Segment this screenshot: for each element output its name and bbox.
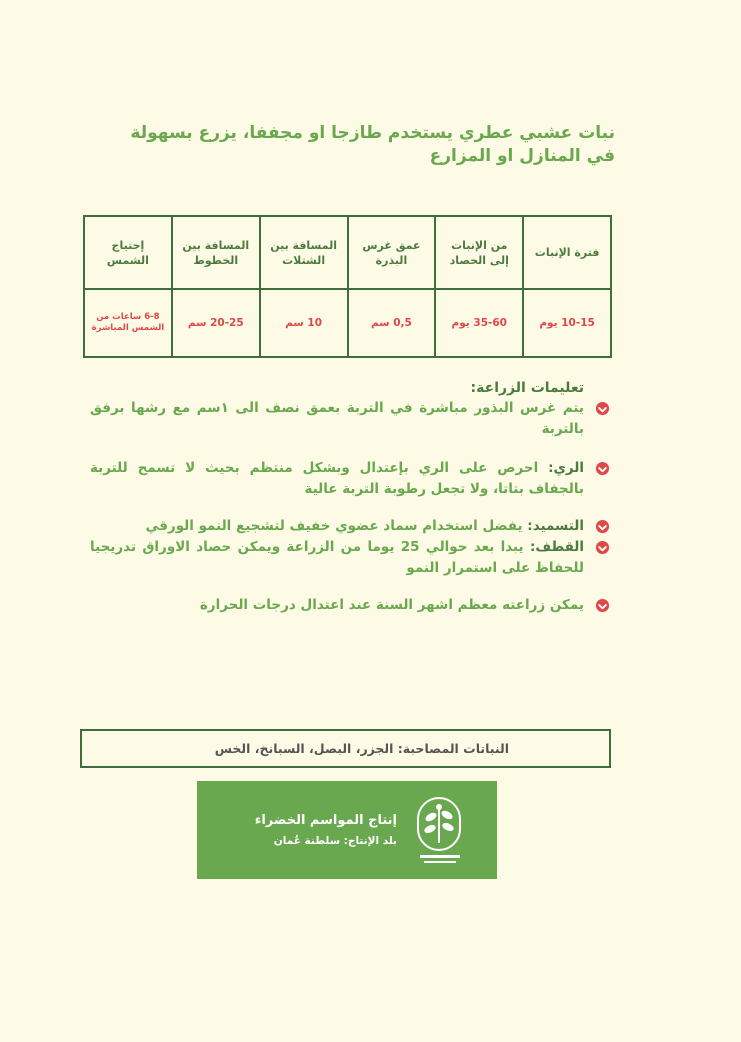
instructions-title: تعليمات الزراعة:	[470, 380, 584, 396]
producer-country: بلد الإنتاج: سلطنة عُمان	[273, 835, 397, 847]
green-seasons-logo-icon	[412, 795, 470, 867]
check-circle-icon	[595, 540, 610, 555]
intro-text	[80, 122, 615, 168]
instruction-item	[90, 537, 612, 579]
value-germination-period: 10-15 يوم	[523, 289, 611, 357]
instruction-lead: القطف:	[529, 539, 585, 555]
instruction-item	[90, 398, 612, 440]
instruction-lead: الري:	[548, 460, 584, 476]
header-seedling-spacing: المسافة بين الشتلات	[260, 216, 348, 289]
value-seedling-spacing: 10 سم	[260, 289, 348, 357]
check-circle-icon	[595, 598, 610, 613]
instruction-text: يتم غرس البذور مباشرة في التربة بعمق نصف الى ١سم مع رشها برفق بالتربة	[90, 400, 584, 437]
check-circle-icon	[595, 401, 610, 416]
planting-instructions	[90, 380, 612, 616]
header-germination-period: فترة الإنبات	[523, 216, 611, 289]
intro-line-2: في المنازل او المزارع	[429, 146, 615, 166]
value-sun-requirement: 6-8 ساعات من الشمس المباشرة	[84, 289, 172, 357]
value-germination-to-harvest: 35-60 يوم	[435, 289, 523, 357]
instruction-text: احرص على الري بإعتدال وبشكل منتظم بحيث لا تسمح للتربة بالجفاف بتاتا، ولا تجعل رطوبة التربة عالية	[90, 460, 584, 497]
value-seed-depth: 0,5 سم	[348, 289, 436, 357]
header-row-spacing: المسافة بين الخطوط	[172, 216, 260, 289]
instruction-item	[90, 516, 612, 537]
check-circle-icon	[595, 519, 610, 534]
instruction-lead: التسميد:	[527, 518, 584, 534]
header-germination-to-harvest: من الإنبات إلى الحصاد	[435, 216, 523, 289]
companion-plants-box	[80, 729, 611, 768]
growing-info-table	[83, 215, 612, 358]
header-seed-depth: عمق غرس البذرة	[348, 216, 436, 289]
table-header-row	[84, 216, 611, 289]
table-value-row	[84, 289, 611, 357]
instruction-item	[90, 595, 612, 616]
companion-plants-text: النباتات المصاحبة: الجزر، البصل، السبانخ، الخس	[214, 741, 509, 756]
instruction-text: يبدا بعد حوالي 25 يوما من الزراعة ويمكن حصاد الاوراق تدريجيا للحفاظ على استمرار النمو	[90, 539, 584, 576]
value-row-spacing: 20-25 سم	[172, 289, 260, 357]
instruction-text: يمكن زراعته معظم اشهر السنة عند اعتدال درجات الحرارة	[199, 597, 584, 613]
instruction-text: يفضل استخدام سماد عضوي خفيف لتشجيع النمو الورقي	[145, 518, 523, 534]
producer-banner	[197, 781, 497, 879]
check-circle-icon	[595, 461, 610, 476]
header-sun-requirement: إحتياج الشمس	[84, 216, 172, 289]
intro-line-1: نبات عشبي عطري يستخدم طازجا او مجففا، يزرع بسهولة	[130, 123, 615, 143]
instruction-item	[90, 458, 612, 500]
producer-title: إنتاج المواسم الخضراء	[254, 813, 397, 828]
